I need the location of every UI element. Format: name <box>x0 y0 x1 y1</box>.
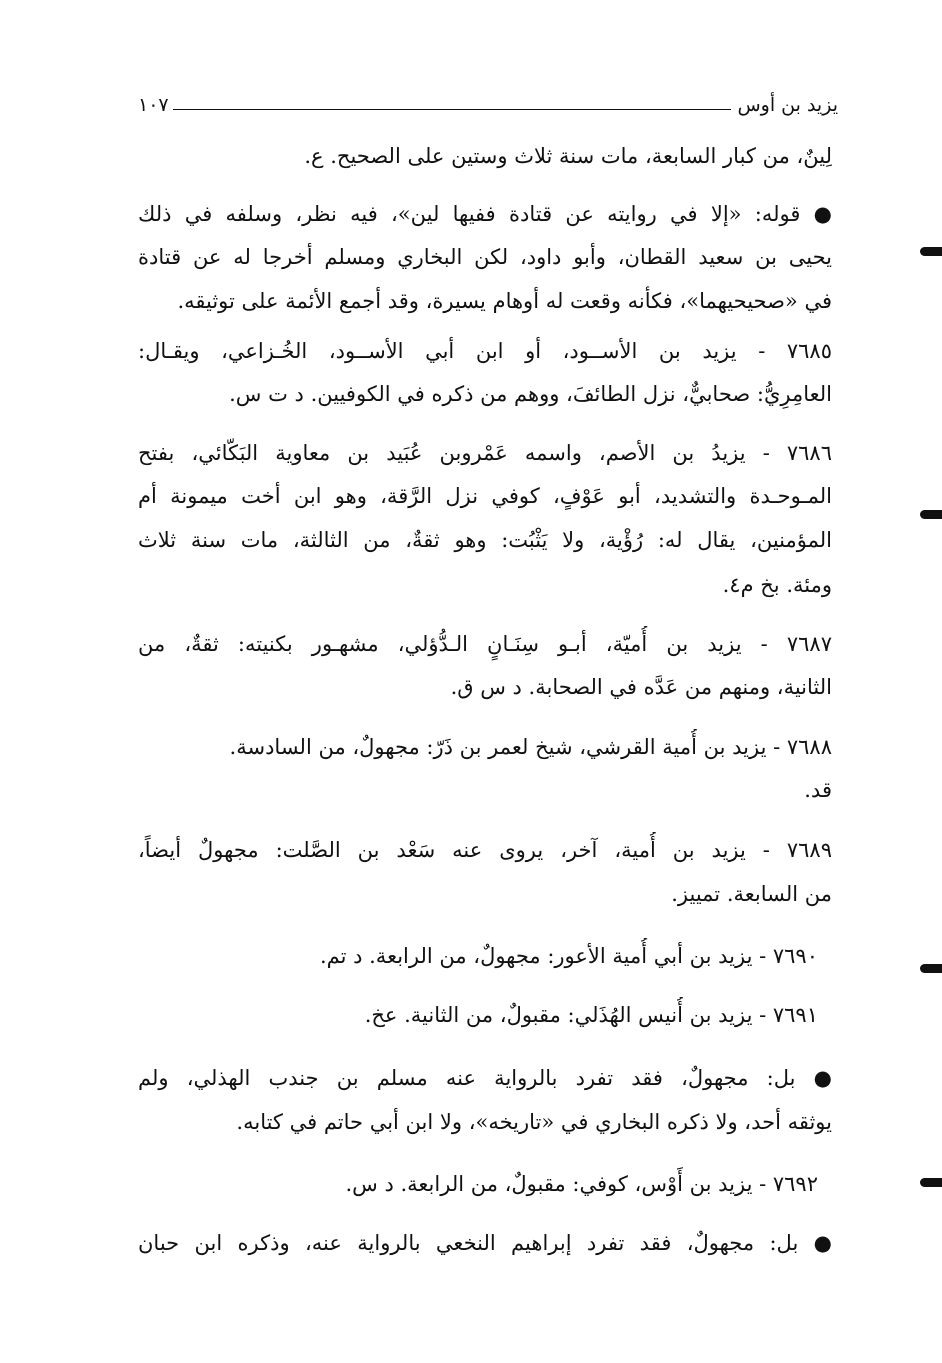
text-line: الثانية، ومنهم من عَدَّه في الصحابة. د س ق. <box>450 675 832 699</box>
page-number: ١٠٧ <box>138 94 169 116</box>
text-line: قد. <box>804 778 832 802</box>
text-line: ● بل: مجهولٌ، فقد تفرد بالرواية عنه مسلم بن جندب الهذلي، ولم <box>138 1066 832 1090</box>
text-line: ٧٦٨٧ - يزيد بن أُميّة، أبـو سِنَـانٍ الـدُّؤلي، مشهـور بكنيته: ثقةٌ، من <box>138 632 832 656</box>
margin-thumb-mark <box>920 510 942 519</box>
text-line: ● بل: مجهولٌ، فقد تفرد إبراهيم النخعي بالرواية عنه، وذكره ابن حبان <box>138 1231 832 1255</box>
text-line: ٧٦٩٢ - يزيد بن أَوْس، كوفي: مقبولٌ، من الرابعة. د س. <box>345 1172 818 1196</box>
margin-thumb-mark <box>920 247 942 256</box>
text-line: ٧٦٨٦ - يزيدُ بن الأصم، واسمه عَمْروبن عُبَيد بن معاوية البَكّائي، بفتح <box>138 441 832 465</box>
margin-thumb-mark <box>920 1178 942 1187</box>
text-line: ٧٦٨٥ - يزيد بن الأســود، أو ابن أبي الأســود، الخُـزاعي، ويقـال: <box>138 339 832 363</box>
text-line: في «صحيحيهما»، فكأنه وقعت له أوهام يسيرة، وقد أجمع الأئمة على توثيقه. <box>177 289 832 313</box>
text-line: من السابعة. تمييز. <box>671 882 832 906</box>
header-rule <box>173 109 732 110</box>
text-line: ٧٦٨٩ - يزيد بن أُمية، آخر، يروى عنه سَعْد بن الصَّلت: مجهولٌ أيضاً، <box>138 838 832 862</box>
text-line: ومئة. بخ م٤. <box>722 573 832 597</box>
margin-thumb-mark <box>920 964 942 973</box>
page-header <box>138 88 838 116</box>
text-line: لِينٌ، من كبار السابعة، مات سنة ثلاث وستين على الصحيح. ع. <box>304 144 832 168</box>
text-line: ٧٦٩٠ - يزيد بن أبي أُمية الأعور: مجهولٌ، من الرابعة. د تم. <box>319 944 818 968</box>
text-line: العامِرِيُّ: صحابيٌّ، نزل الطائفَ، ووهم من ذكره في الكوفيين. د ت س. <box>229 382 832 406</box>
text-line: المؤمنين، يقال له: رُؤْية، ولا يَثْبُت: وهو ثقةٌ، من الثالثة، مات سنة ثلاث <box>138 528 832 552</box>
text-line: يوثقه أحد، ولا ذكره البخاري في «تاريخه»، ولا ابن أبي حاتم في كتابه. <box>236 1110 832 1134</box>
text-line: يحيى بن سعيد القطان، وأبو داود، لكن البخاري ومسلم أخرجا له عن قتادة <box>138 245 832 269</box>
text-line: ٧٦٩١ - يزيد بن أُنيس الهُذَلي: مقبولٌ، من الثانية. عخ. <box>364 1003 818 1027</box>
text-line: المـوحـدة والتشديد، أبو عَوْفٍ، كوفي نزل الرَّقة، وهو ابن أخت ميمونة أم <box>138 484 832 508</box>
text-line: ● قوله: «إلا في روايته عن قتادة ففيها لين»، فيه نظر، وسلفه في ذلك <box>138 202 832 226</box>
running-title: يزيد بن أوس <box>737 94 838 116</box>
text-line: ٧٦٨٨ - يزيد بن أُمية القرشي، شيخ لعمر بن ذَرّ: مجهولٌ، من السادسة. <box>229 735 832 759</box>
